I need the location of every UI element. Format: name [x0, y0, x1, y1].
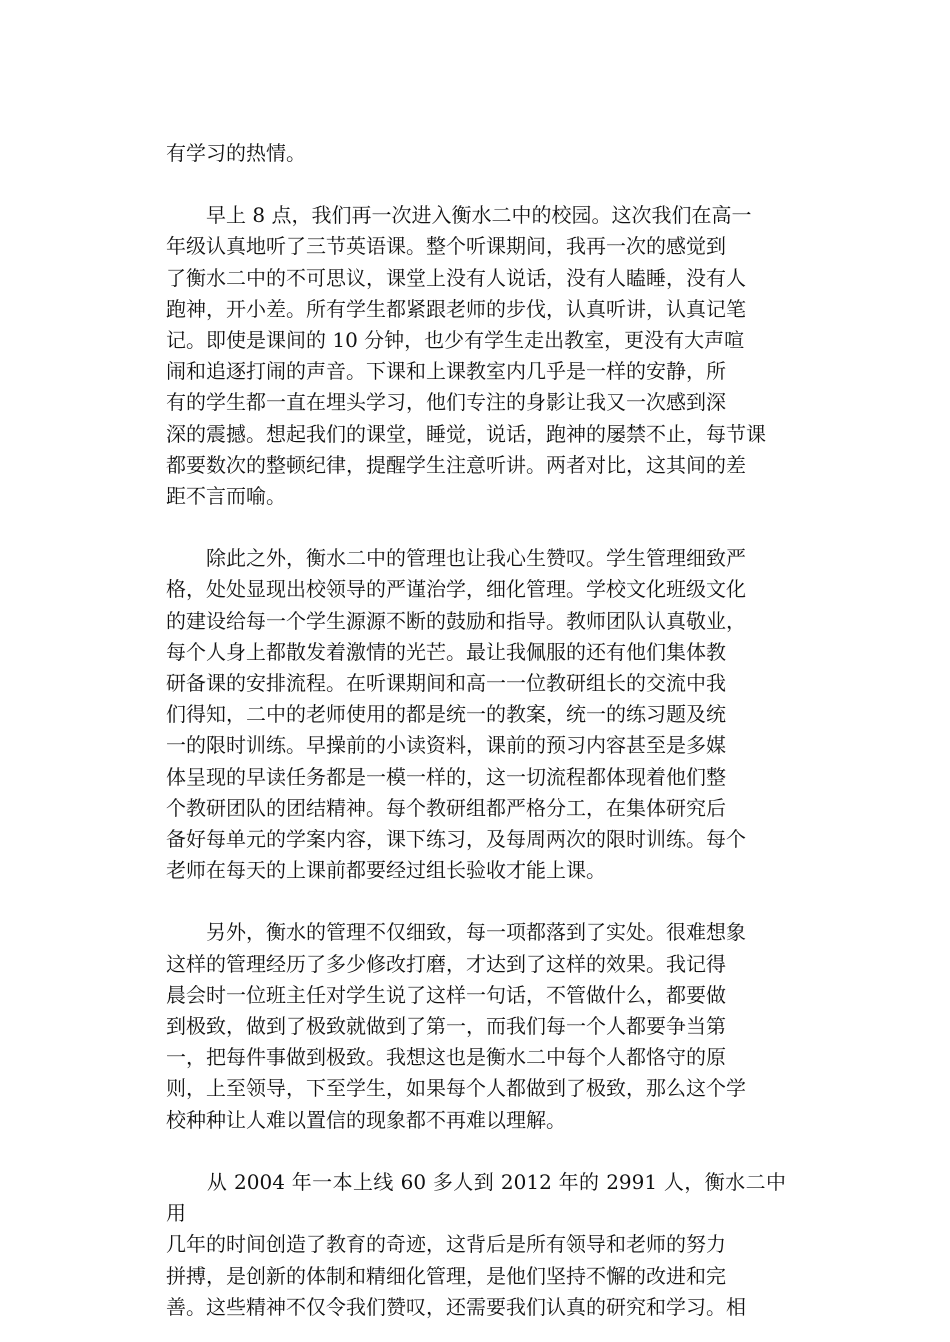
- paragraph-3: 除此之外，衡水二中的管理也让我心生赞叹。学生管理细致严 格，处处显现出校领导的严谨治学，细化管理。学校文化班级文化 的建设给每一个学生源源不断的鼓励和指导。教师团队认真敬业， 每个人身上都散发着激情的光芒。最让我佩服的还有他们集体教 研备课的安排流程。在听课期间和高一一位教研组长的交流中我 们得知，二中的老师使用的都是统一的教案，统一的练习题及统 一的限时训练。早操前的小读资料，课前的预习内容甚至是多媒 体呈现的早读任务都是一模一样的，这一切流程都体现着他们整 个教研团队的团结精神。每个教研组都严格分工，在集体研究后 备好每单元的学案内容，课下练习，及每周两次的限时训练。每个 老师在每天的上课前都要经过组长验收才能上课。: [166, 546, 746, 883]
- document-body: [166, 138, 786, 1323]
- paragraph-2: 早上 8 点，我们再一次进入衡水二中的校园。这次我们在高一 年级认真地听了三节英语课。整个听课期间，我再一次的感觉到 了衡水二中的不可思议，课堂上没有人说话，没有人瞌睡，没有人 跑神，开小差。所有学生都紧跟老师的步伐，认真听讲，认真记笔 记。即使是课间的 10 分钟，也少有学生走出教室，更没有大声喧 闹和追逐打闹的声音。下课和上课教室内几乎是一样的安静，所 有的学生都一直在埋头学习，他们专注的身影让我又一次感到深 深的震撼。想起我们的课堂，睡觉，说话，跑神的屡禁不止，每节课 都要数次的整顿纪律，提醒学生注意听讲。两者对比，这其间的差 距不言而喻。: [166, 203, 766, 509]
- paragraph-5: 从 2004 年一本上线 60 多人到 2012 年的 2991 人，衡水二中用 几年的时间创造了教育的奇迹，这背后是所有领导和老师的努力 拼搏，是创新的体制和精细化管理，是他们坚持不懈的改进和完 善。这些精神不仅令我们赞叹，还需要我们认真的研究和学习。相: [166, 1169, 786, 1319]
- paragraph-4: 另外，衡水的管理不仅细致，每一项都落到了实处。很难想象 这样的管理经历了多少修改打磨，才达到了这样的效果。我记得 晨会时一位班主任对学生说了这样一句话，不管做什么，都要做 到极致，做到了极致就做到了第一，而我们每一个人都要争当第 一，把每件事做到极致。我想这也是衡水二中每个人都恪守的原 则，上至领导，下至学生，如果每个人都做到了极致，那么这个学 校种种让人难以置信的现象都不再难以理解。: [166, 920, 746, 1132]
- paragraph-1: 有学习的热情。: [166, 141, 306, 165]
